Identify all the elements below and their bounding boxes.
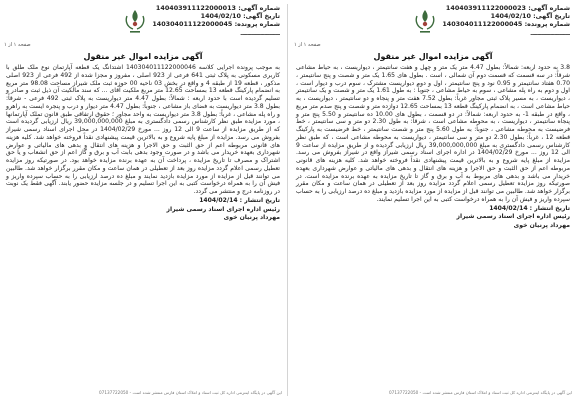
notice-meta [442, 4, 570, 37]
notice-right [290, 0, 576, 400]
notice-number: شماره آگهی: 140403911122000023 [445, 4, 570, 12]
notice-file-number: شماره پرونده: 140304011122000045 [442, 20, 570, 29]
signatory-name: مهرداد پرنیان خوی [513, 222, 570, 229]
notice-body [6, 64, 280, 222]
signatory-name: مهرداد پرنیان خوی [223, 214, 280, 222]
signatory-title: رئیس اداره اجرای اسناد رسمی شیراز [456, 213, 570, 221]
notice-left [0, 0, 286, 400]
notice-footer: این آگهی در پایگاه اینترنتی اداره کل ثبت اسناد و املاک استان فارس منتشر شده است - 07137722050 [389, 390, 572, 395]
notice-file-number: شماره پرونده: 140304011122000045 [152, 20, 280, 29]
notice-title: آگهی مزایده اموال غیر منقول [83, 52, 203, 61]
notice-number: شماره آگهی: 140403911122000013 [155, 4, 280, 12]
notice-body-text: به موجب پرونده اجرایی کلاسه 140304011122000046 اشتدانگ یک قطعه آپارتمان نوع ملک طلق با کاربری مسکونی به پلاک ثبتی 641 فرعی از 923 اصلی ، مفروز و مجزا شده از 492 فرعی از 923 اصلی مذکور ، قطعه 19 از طبقه 4 و واقع در بخش 03 ناحیه 00 حوزه ثبت ملک شیراز مساحت 98.08 متر مربع به انضمام پارکینگ قطعه 13 بمساحت 12.65 متر مربع ملکیت آقای ... که سند مالکیت آن ذیل ثبت و صادر و تسلیم گردیده است با حدود اربعه : شمالاً: بطول 4.47 متر دیواریست به پلاک ثبتی 492 فرعی - شرقاً: بطول 3.8 متر دیواریست به فضای باز مشاعی ، جنوباً: بطول 4.47 متر دیوار و درب و پنجره ایست به راهرو و راه پله مشاعی ، غرباً: بطول 3.8 متر دیواریست به واحد مجاور ؛ حقوق ارتفاقی طبق قانون تملک آپارتمانها ، مورد مزایده طبق نظر کارشناس رسمی دادگستری به مبلغ 39,000,000,000 ریال ارزیابی گردیده است که از طریق مزایده از ساعت 9 الی 12 روز ... مورخ 1404/02/29 در محل اجرای اسناد رسمی شیراز بفروش می رسد. مزایده از مبلغ پایه شروع و به بالاترین قیمت پیشنهادی نقداً فروخته خواهد شد. کلیه هزینه های قانونی مربوطه اعم از حق الثبت و حق الاجرا و هزینه های انتقال و بدهی های مالیاتی و عوارض شهرداری بعهده خریدار می باشد و در صورت وجود بدهی بابت آب و برق و گاز اعم از حق انشعاب و یا حق اشتراک و مصرف تا تاریخ مزایده ، پرداخت آن به عهده برنده مزایده خواهد بود. در صورتیکه روز مزایده تعطیل رسمی اعلام گردد مزایده روز بعد از تعطیلی در همان ساعت و مکان مقرر برگزار خواهد شد. طالبین می توانند قبل از مزایده از مورد مزایده بازدید نمایند و مبلغ ده درصد ارزیابی را به حساب سپرده واریز و فیش آن را به همراه درخواست کتبی به این اجرا تسلیم و در جلسه مزایده حضور یابند. آگهی فقط یک نوبت در روزنامه درج و منتشر می گردد. [6, 64, 281, 195]
page-number: صفحه ۱ از ۱ [294, 42, 321, 48]
page-number: صفحه ۱ از ۱ [4, 42, 31, 48]
notice-date: تاریخ آگهی: 1404/02/10 [490, 12, 570, 21]
notice-header [0, 0, 286, 44]
notice-header [290, 0, 576, 44]
notice-meta-rule: ــــــــــــــــــ [240, 28, 280, 37]
publish-date: تاریخ انتشار : 1404/02/14 [489, 204, 570, 212]
notice-footer: این آگهی در پایگاه اینترنتی اداره کل ثبت اسناد و املاک استان فارس منتشر شده است - 07137722050 [99, 390, 282, 395]
signatory-title: رئیس اداره اجرای اسناد رسمی شیراز [166, 205, 280, 213]
notice-body-text: 3.8 به حدود اربعه: شمالاً: بطول 4.47 متر یک متر و چهل و هفت سانتیمتر ، دیواریست ، به حیاط مشاعی شرقاً: در سه قسمت که قسمت دوم آن شمالی ، است . بطول های 1.65 یک متر و شصت و پنج سانتیمتر ، 0.70 هفتاد سانتیمتر و 0.95 نود و پنج سانتیمتر ، اول و دوم دیواریست مشترک ، سوم درب و دیوار است ، اول و دوم به راه پله مشاعی ، سوم به حیاط مشاعی ، جنوباً : به طول 1.61 یک متر و شصت و یک سانتیمتر ، دیواریست ، به مسیر پلاک ثبتی مجاور غرباً: بطول 7.52 هفت متر و پنجاه و دو سانتیمتر ، دیواریست ، به حیاط مشاعی است ، به انضمام پارکینگ قطعه 13 بمساحت 12.65 دوازده متر و شصت و پنج صدم متر مربع ، واقع در طبقه 1- به حدود اربعه: شمالاً: در دو قسمت ، بطول های 10.00 ده سانتیمتر و 5.50 پنج متر و پنجاه سانتیمتر ، دیواریست ، به محوطه مشاعی است ، شرقاً: به طول 2.30 دو متر و سی سانتیمتر ، خط فرضیست به محوطه مشاعی ، جنوباً: به طول 5.60 پنج متر و شصت سانتیمتر ، خط فرضیست به پارکینگ قطعه 12 ، غرباً: بطول 2.30 دو متر و سی سانتیمتر ، دیواریست به محوطه مشاعی است ، که طبق نظر کارشناس رسمی دادگستری به مبلغ 39,000,000,000 ریال ارزیابی گردیده و از طریق مزایده از ساعت 9 الی 12 روز ... مورخ 1404/02/29 در اداره اجرای اسناد رسمی شیراز واقع در شیراز بفروش می رسد. مزایده از مبلغ پایه شروع و به بالاترین قیمت پیشنهادی نقداً فروخته خواهد شد. کلیه هزینه های قانونی مربوطه اعم از حق الثبت و حق الاجرا و هزینه های انتقال و بدهی های مالیاتی و عوارض شهرداری بعهده خریدار می باشد و بدهی های مربوط به آب و برق و گاز تا تاریخ مزایده به عهده برنده مزایده است. در صورتیکه روز مزایده تعطیل رسمی اعلام گردد مزایده روز بعد از تعطیلی در همان ساعت و مکان مقرر برگزار خواهد شد. طالبین می توانند قبل از مزایده از مورد مزایده بازدید و مبلغ ده درصد ارزیابی را به حساب سپرده واریز و فیش آن را به همراه درخواست کتبی به این اجرا تسلیم نمایند. [296, 64, 570, 203]
notice-body [296, 64, 570, 230]
publish-date: تاریخ انتشار : 1404/02/14 [199, 196, 280, 204]
notice-meta [152, 4, 280, 37]
emblem-icon [408, 6, 442, 36]
notice-meta-rule: ــــــــــــــــــ [530, 28, 570, 37]
column-divider [287, 4, 288, 396]
notice-date: تاریخ آگهی: 1404/02/10 [200, 12, 280, 21]
notice-title: آگهی مزایده اموال غیر منقول [373, 52, 493, 61]
emblem-icon [118, 6, 152, 36]
